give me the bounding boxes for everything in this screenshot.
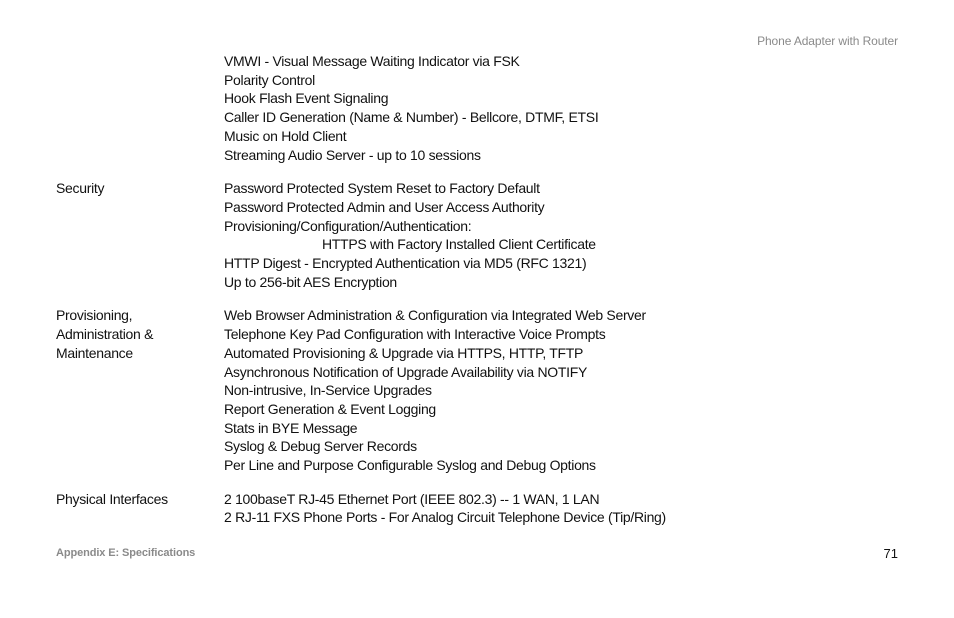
spec-line: Streaming Audio Server - up to 10 sessions [224,146,481,163]
spec-line: Music on Hold Client [224,127,347,144]
page-header: Phone Adapter with Router [757,34,898,48]
spec-content [56,52,916,527]
spec-line: VMWI - Visual Message Waiting Indicator via FSK [224,53,520,69]
section-label-line: Provisioning, [56,307,133,324]
section-label-line: Administration & [56,326,154,343]
section-label [56,306,221,362]
spec-line: Web Browser Administration & Configuration via Integrated Web Server [224,307,646,324]
footer-section-title: Appendix E: Specifications [56,547,196,559]
spec-section-physical-interfaces [56,490,916,527]
section-label: Physical Interfaces [56,490,168,507]
page-number: 71 [883,546,898,561]
spec-section-security [56,179,916,291]
spec-section-audio [56,52,916,164]
spec-line: Up to 256-bit AES Encryption [224,273,397,290]
spec-line: Per Line and Purpose Configurable Syslog and Debug Options [224,457,596,474]
spec-section-provisioning [56,306,916,474]
spec-line: Asynchronous Notification of Upgrade Availability via NOTIFY [224,363,588,380]
spec-line: HTTP Digest - Encrypted Authentication via MD5 (RFC 1321) [224,255,587,272]
spec-lines [224,490,916,527]
section-label-line: Maintenance [56,344,133,361]
spec-line: Stats in BYE Message [224,419,358,436]
spec-lines [224,179,916,291]
spec-line: Password Protected System Reset to Factory Default [224,180,540,197]
spec-line: Hook Flash Event Signaling [224,90,389,107]
spec-line: Polarity Control [224,71,315,88]
spec-line: 2 RJ-11 FXS Phone Ports - For Analog Circuit Telephone Device (Tip/Ring) [224,509,666,526]
spec-line-indented: HTTPS with Factory Installed Client Certificate [322,236,596,253]
spec-lines [224,52,916,164]
spec-line: Report Generation & Event Logging [224,400,436,417]
spec-lines [224,306,916,474]
spec-line: Caller ID Generation (Name & Number) - Bellcore, DTMF, ETSI [224,109,599,126]
spec-line: 2 100baseT RJ-45 Ethernet Port (IEEE 802.3) -- 1 WAN, 1 LAN [224,490,600,507]
section-label: Security [56,180,105,197]
spec-line: Provisioning/Configuration/Authentication: [224,217,472,234]
spec-line: Telephone Key Pad Configuration with Interactive Voice Prompts [224,326,606,343]
spec-line: Password Protected Admin and User Access Authority [224,198,545,215]
spec-line: Automated Provisioning & Upgrade via HTTPS, HTTP, TFTP [224,344,584,361]
spec-line: Syslog & Debug Server Records [224,438,417,455]
spec-line: Non-intrusive, In-Service Upgrades [224,382,432,399]
